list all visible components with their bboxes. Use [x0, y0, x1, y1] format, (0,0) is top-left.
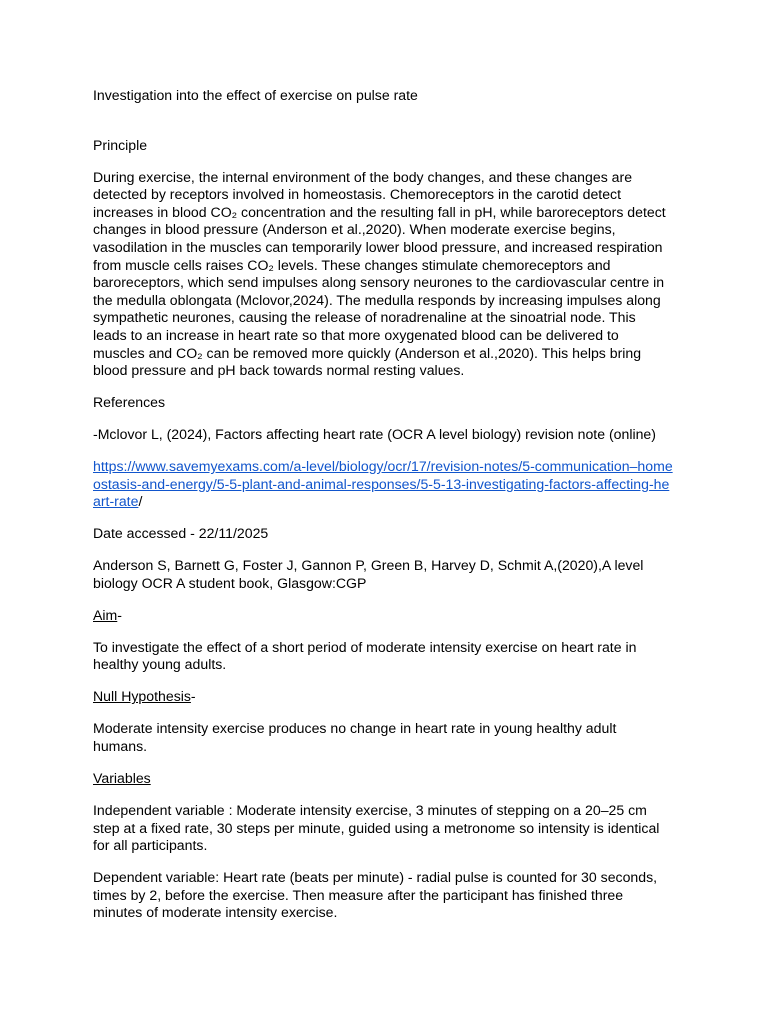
null-hypothesis-paragraph: Moderate intensity exercise produces no change in heart rate in young healthy adult humans.: [93, 720, 617, 754]
reference-1: -Mclovor L, (2024), Factors affecting heart rate (OCR A level biology) revision note (online): [93, 426, 656, 443]
null-hypothesis-suffix: -: [190, 688, 196, 705]
variables-heading: Variables: [93, 769, 151, 786]
reference-1-link-suffix: /: [138, 493, 143, 510]
reference-1-link-line: [93, 458, 673, 511]
principle-paragraph: During exercise, the internal environment of the body changes, and these changes are detected by receptors involved in homeostasis. Chemoreceptors in the carotid detect increases in blood CO₂ concentration and the resulting fall in pH, while baroreceptors detect changes in blood pressure (Anderson et al.,2020). When moderate exercise begins, vasodilation in the muscles can temporarily lower blood pressure, and increased respiration from muscle cells raises CO₂ levels. These changes stimulate chemoreceptors and baroreceptors, which send impulses along sensory neurones to the cardiovascular centre in the medulla oblongata (Mclovor,2024). The medulla responds by increasing impulses along sympathetic neurones, causing the release of noradrenaline at the sinoatrial node. This leads to an increase in heart rate so that more oxygenated blood can be delivered to muscles and CO₂ can be removed more quickly (Anderson et al.,2020). This helps bring blood pressure and pH back towards normal resting values.: [93, 168, 666, 379]
document-body: [93, 87, 673, 936]
null-hypothesis-heading-line: [93, 688, 673, 706]
null-hypothesis-heading: Null Hypothesis: [93, 688, 191, 705]
aim-paragraph: To investigate the effect of a short period of moderate intensity exercise on heart rate in healthy young adults.: [93, 638, 637, 673]
references-heading: References: [93, 394, 166, 411]
reference-2: Anderson S, Barnett G, Foster J, Gannon P, Green B, Harvey D, Schmit A,(2020),A level biology OCR A student book, Glasgow:CGP: [93, 557, 644, 591]
dependent-variable-paragraph: Dependent variable: Heart rate (beats per minute) - radial pulse is counted for 30 seconds, times by 2, before the exercise. Then measure after the participant has finished three minutes of moderate intensity exercise.: [93, 869, 658, 921]
aim-heading: Aim: [93, 606, 118, 623]
reference-1-link[interactable]: https://www.savemyexams.com/a-level/biology/ocr/17/revision-notes/5-communication–homeostasis-and-energy/5-5-plant-and-animal-responses/5-5-13-investigating-factors-affecting-heart-rate: [93, 458, 673, 510]
variables-heading-line: [93, 770, 673, 788]
date-accessed: Date accessed - 22/11/2025: [93, 525, 269, 542]
independent-variable-paragraph: Independent variable : Moderate intensity exercise, 3 minutes of stepping on a 20–25 cm step at a fixed rate, 30 steps per minute, guided using a metronome so intensity is identical for all participants.: [93, 801, 660, 854]
document-title: Investigation into the effect of exercise on pulse rate: [93, 87, 418, 103]
principle-heading: Principle: [93, 136, 148, 153]
aim-heading-line: [93, 607, 673, 625]
aim-heading-suffix: -: [117, 606, 122, 623]
